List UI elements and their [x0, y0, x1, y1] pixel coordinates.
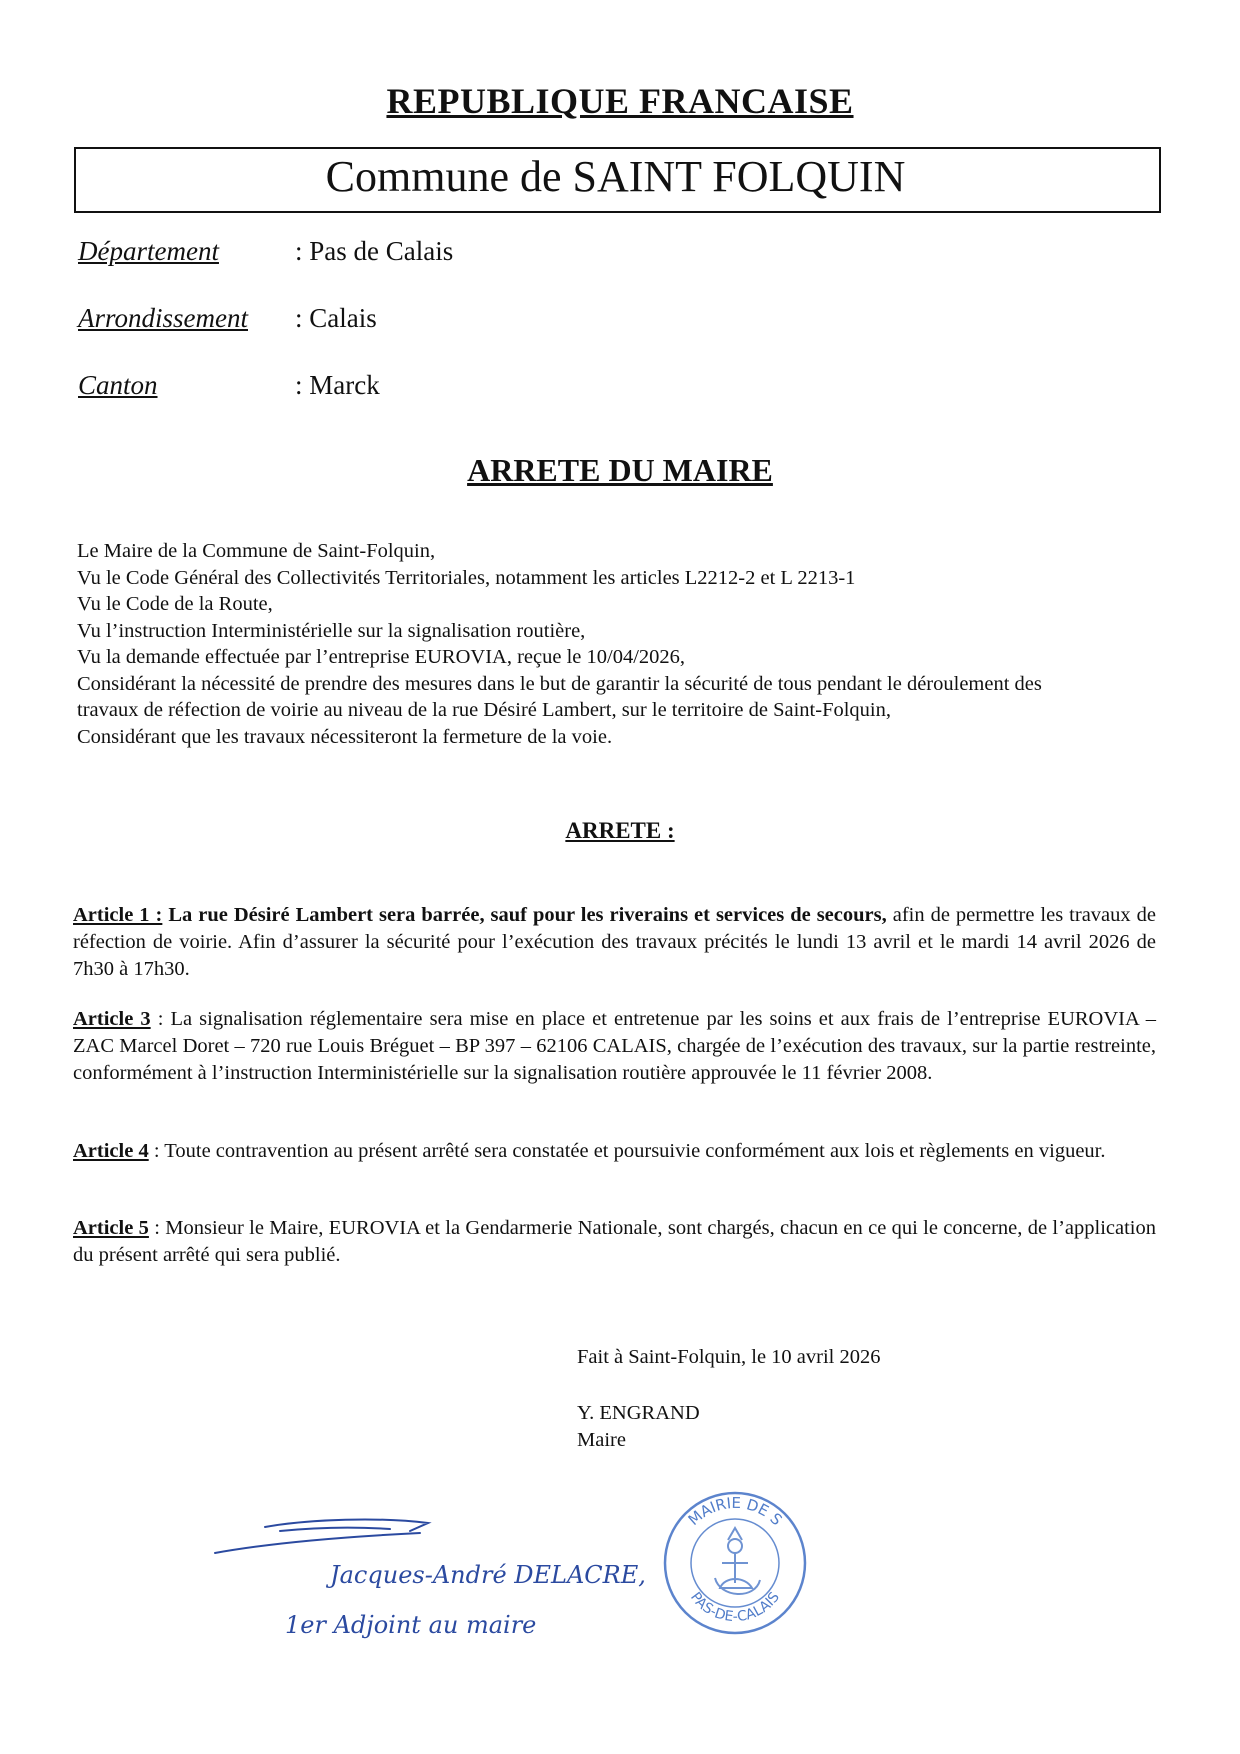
article-3 [73, 1006, 1156, 1087]
article-label: Article 3 [73, 1008, 151, 1030]
handwritten-line-1: Jacques-André DELACRE, [330, 1561, 646, 1589]
preamble-line: Considérant la nécessité de prendre des mesures dans le but de garantir la sécurité de tous pendant le déroulement des [77, 672, 1042, 695]
handwritten-line-2: 1er Adjoint au maire [285, 1611, 537, 1639]
preamble-line: Vu le Code de la Route, [77, 593, 273, 615]
republic-heading: REPUBLIQUE FRANCAISE [386, 81, 854, 121]
info-value-departement: : Pas de Calais [295, 236, 454, 266]
article-bold-text: La rue Désiré Lambert sera barrée, sauf pour les riverains et services de secours, [162, 904, 887, 926]
article-text: afin de permettre les travaux de réfection de voirie. Afin d’assurer la sécurité pour l’exécution des travaux précités le lundi 13 avril et le mardi 14 avril 2026 de 7h30 à 17h30. [73, 904, 1156, 980]
preamble-line: Vu l’instruction Interministérielle sur la signalisation routière, [77, 619, 586, 642]
preamble-line: Considérant que les travaux nécessiteront la fermeture de la voie. [77, 725, 613, 748]
preamble-line: Vu le Code Général des Collectivités Territoriales, notamment les articles L2212-2 et L 2213-1 [77, 566, 856, 589]
article-label: Article 5 [73, 1217, 149, 1239]
article-text: : La signalisation réglementaire sera mise en place et entretenue par les soins et aux frais de l’entreprise EUROVIA – ZAC Marcel Doret – 720 rue Louis Bréguet – BP 397 – 62106 CALAIS, chargée de l’exécution des travaux, sur la partie restreinte, conformément à l’instruction Interministérielle sur la signalisation routière approuvée le 11 février 2008. [73, 1008, 1156, 1084]
marianne-emblem-icon [715, 1528, 760, 1594]
place-date: Fait à Saint-Folquin, le 10 avril 2026 [577, 1346, 881, 1368]
article-5 [73, 1215, 1156, 1269]
commune-title: Commune de SAINT FOLQUIN [325, 152, 906, 201]
mayor-stamp [660, 1488, 810, 1638]
signatory-name: Y. ENGRAND [577, 1402, 700, 1424]
preamble-line: travaux de réfection de voirie au niveau de la rue Désiré Lambert, sur le territoire de Saint-Folquin, [77, 699, 891, 721]
preamble-line: Le Maire de la Commune de Saint-Folquin, [77, 540, 436, 562]
arrete-heading: ARRETE : [565, 818, 675, 843]
article-label: Article 1 : [73, 904, 163, 926]
stamp-bottom-text: PAS-DE-CALAIS [687, 1589, 783, 1626]
info-label-canton: Canton [78, 370, 158, 400]
article-1 [73, 902, 1156, 983]
preamble [77, 538, 1167, 750]
article-label: Article 4 [73, 1140, 149, 1162]
handwritten-signature [210, 1505, 670, 1655]
article-4 [73, 1138, 1156, 1165]
info-value-arrondissement: : Calais [295, 303, 377, 333]
info-label-departement: Département [78, 236, 219, 266]
signatory-role: Maire [577, 1429, 626, 1451]
stamp-top-text: MAIRIE DE S [684, 1493, 786, 1530]
info-label-arrondissement: Arrondissement [78, 303, 248, 333]
info-value-canton: : Marck [295, 370, 380, 400]
svg-text:MAIRIE DE S [685, 1494, 786, 1529]
decree-title: ARRETE DU MAIRE [467, 452, 773, 488]
article-text: : Toute contravention au présent arrêté sera constatée et poursuivie conformément aux lois et règlements en vigueur. [148, 1140, 1106, 1162]
article-text: : Monsieur le Maire, EUROVIA et la Gendarmerie Nationale, sont chargés, chacun en ce qui le concerne, de l’application du présent arrêté qui sera publié. [73, 1217, 1156, 1266]
preamble-line: Vu la demande effectuée par l’entreprise EUROVIA, reçue le 10/04/2026, [77, 646, 686, 668]
